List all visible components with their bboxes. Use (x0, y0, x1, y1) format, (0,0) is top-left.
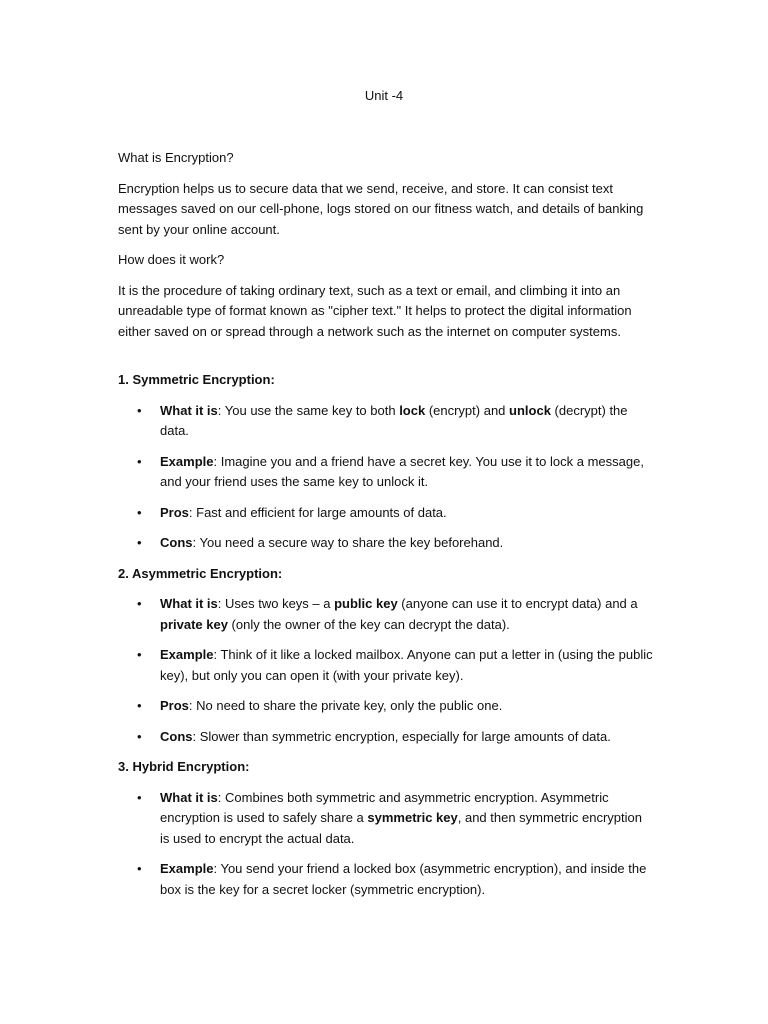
item-emphasis: symmetric key (367, 810, 458, 825)
item-emphasis: lock (399, 402, 426, 418)
page-title: Unit -4 (364, 88, 404, 103)
list-item (118, 645, 653, 686)
list-item (118, 696, 653, 717)
item-text: (encrypt) and (425, 402, 510, 418)
item-text: : You need a secure way to share the key beforehand. (192, 535, 504, 550)
item-label: Cons (160, 728, 193, 744)
item-text: : You use the same key to both (217, 402, 400, 418)
item-text: : Imagine you and a friend have a secret key. You use it to lock a message, and your friend uses the same key to unlock it. (160, 453, 644, 489)
section-heading-symmetric: 1. Symmetric Encryption: (118, 372, 275, 387)
bullet-icon: • (137, 535, 142, 550)
document-body (118, 148, 653, 910)
list-item (118, 594, 653, 635)
bullet-icon: • (137, 596, 142, 611)
section-list-hybrid (118, 788, 653, 901)
list-item (118, 401, 653, 442)
bullet-icon: • (137, 861, 142, 876)
bullet-icon: • (137, 402, 142, 418)
list-item (118, 788, 653, 850)
item-text: : No need to share the private key, only the public one. (188, 698, 503, 713)
bullet-icon: • (137, 698, 142, 713)
question-how-does-it-work: How does it work? (118, 252, 225, 267)
list-item (118, 533, 653, 554)
item-emphasis: private key (160, 616, 228, 632)
answer-how-does-it-work: It is the procedure of taking ordinary text, such as a text or email, and climbing it into an unreadable type of format known as "cipher text." It helps to protect the digital information either saved on or spread through a network such as the internet on computer systems. (118, 282, 632, 339)
question-what-is-encryption: What is Encryption? (118, 150, 234, 165)
item-label: What it is (160, 596, 218, 611)
item-text: : Slower than symmetric encryption, especially for large amounts of data. (192, 728, 611, 744)
section-heading-hybrid: 3. Hybrid Encryption: (118, 759, 250, 774)
item-label: Example (160, 647, 214, 662)
list-item (118, 503, 653, 524)
item-text: : You send your friend a locked box (asymmetric encryption), and inside the box is the key for a secret locker (symmetric encryption). (160, 861, 647, 897)
item-emphasis: public key (334, 596, 398, 611)
item-text: : Uses two keys – a (217, 596, 335, 611)
item-text: (decrypt) the data. (160, 402, 628, 438)
item-emphasis: unlock (509, 402, 551, 418)
item-label: Example (160, 453, 214, 469)
item-text: (anyone can use it to encrypt data) and a (397, 596, 638, 611)
bullet-icon: • (137, 789, 142, 805)
item-label: Pros (160, 504, 189, 520)
spacer (118, 342, 653, 370)
bullet-icon: • (137, 453, 142, 469)
list-item (118, 859, 653, 900)
item-label: Example (160, 861, 214, 876)
item-label: Pros (160, 698, 189, 713)
section-list-symmetric (118, 401, 653, 554)
item-label: What it is (160, 789, 218, 805)
list-item (118, 727, 653, 748)
item-text: , and then symmetric encryption is used to encrypt the actual data. (160, 810, 642, 846)
list-item (118, 452, 653, 493)
item-text: (only the owner of the key can decrypt the data). (227, 616, 510, 632)
bullet-icon: • (137, 647, 142, 662)
bullet-icon: • (137, 504, 142, 520)
bullet-icon: • (137, 728, 142, 744)
item-text: : Combines both symmetric and asymmetric encryption. Asymmetric encryption is used to safely share a (160, 789, 609, 825)
section-list-asymmetric (118, 594, 653, 747)
item-label: What it is (160, 402, 218, 418)
answer-what-is-encryption: Encryption helps us to secure data that we send, receive, and store. It can consist text messages saved on our cell-phone, logs stored on our fitness watch, and details of banking sent by your online account. (118, 180, 644, 237)
item-text: : Think of it like a locked mailbox. Anyone can put a letter in (using the public key), but only you can open it (with your private key). (160, 647, 653, 683)
item-text: : Fast and efficient for large amounts of data. (188, 504, 447, 520)
section-heading-asymmetric: 2. Asymmetric Encryption: (118, 565, 283, 581)
item-label: Cons (160, 535, 193, 550)
